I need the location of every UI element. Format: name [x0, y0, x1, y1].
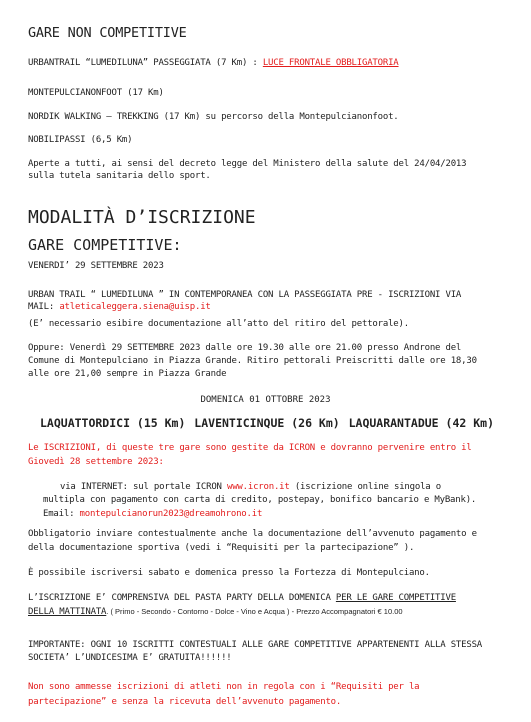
section-title-non-competitive: GARE NON COMPETITIVE — [28, 25, 187, 41]
mail-address-link[interactable]: atleticaleggera.siena@uisp.it — [59, 302, 211, 312]
subtitle-competitive: GARE COMPETITIVE: — [28, 236, 182, 254]
not-admitted-line-1: Non sono ammesse iscrizioni di atleti non in regola con i “Requisiti per la — [28, 682, 420, 692]
internet-text: via INTERNET: sul portale ICRON — [60, 482, 227, 492]
email-label: Email: — [43, 509, 80, 519]
internet-line-2: multipla con pagamento con carta di credito, postepay, bonifico bancario e MyBank). — [43, 495, 477, 505]
urbantrail-text: URBANTRAIL “LUMEDILUNA” PASSEGGIATA (7 Km) : — [28, 58, 263, 68]
race-list — [40, 416, 494, 430]
not-admitted-line-2: partecipazione” e senza la ricevuta dell’avvenuto pagamento. — [28, 697, 342, 707]
important-line-1: IMPORTANTE: OGNI 10 ISCRITTI CONTESTUALI ALLE GARE COMPETITIVE APPARTENENTI ALLA STESSA — [28, 640, 483, 650]
pasta-party-line-1 — [28, 592, 456, 604]
open-to-all-line-1: Aperte a tutti, ai sensi del decreto legge del Ministero della salute del 24/04/2013 — [28, 159, 467, 169]
race-laventicinque: LAVENTICINQUE (26 Km) — [194, 416, 340, 430]
race-laquattordici: LAQUATTORDICI (15 Km) — [40, 416, 186, 430]
icron-website-link[interactable]: www.icron.it — [227, 482, 290, 492]
oppure-line-2: Comune di Montepulciano in Piazza Grande. Ritiro pettorali Preiscritti dalle ore 18,30 — [28, 356, 477, 366]
oppure-line-3: alle ore 21,00 sempre in Piazza Grande — [28, 369, 227, 379]
pasta-party-underlined-2: DELLA MATTINATA — [28, 607, 107, 617]
urban-trail-mail-line — [28, 301, 211, 313]
urbantrail-line — [28, 57, 399, 69]
pasta-party-menu: . ( Primo - Secondo - Contorno - Dolce - Vino e Acqua ) - Prezzo Accompagnatori € 10.00 — [106, 607, 403, 616]
internet-line-1 — [60, 481, 441, 493]
documentation-note: (E’ necessario esibire documentazione all’atto del ritiro del pettorale). — [28, 319, 409, 329]
headlamp-required-note: LUCE FRONTALE OBBLIGATORIA — [262, 58, 399, 68]
icron-email-link[interactable]: montepulcianorun2023@dreamohrono.it — [79, 509, 263, 519]
icron-deadline-line-2: Giovedì 28 settembre 2023: — [28, 457, 164, 467]
pasta-party-underlined-1: PER LE GARE COMPETITIVE — [335, 593, 456, 603]
sunday-date: DOMENICA 01 OTTOBRE 2023 — [200, 395, 331, 405]
open-to-all-line-2: sulla tutela sanitaria dello sport. — [28, 171, 211, 181]
urban-trail-preregistration-line-1: URBAN TRAIL “ LUMEDILUNA ” IN CONTEMPORANEA CON LA PASSEGGIATA PRE - ISCRIZIONI VIA — [28, 290, 462, 300]
onsite-registration-line: È possibile iscriversi sabato e domenica presso la Fortezza di Montepulciano. — [28, 568, 430, 578]
internet-text-2: (iscrizione online singola o — [289, 482, 441, 492]
mandatory-docs-line-2: della documentazione sportiva (vedi i “Requisiti per la partecipazione” ). — [28, 543, 415, 553]
nobilipassi-line: NOBILIPASSI (6,5 Km) — [28, 135, 133, 145]
pasta-party-text: L’ISCRIZIONE E’ COMPRENSIVA DEL PASTA PARTY DELLA DOMENICA — [28, 593, 336, 603]
mandatory-docs-line-1: Obbligatorio inviare contestualmente anche la documentazione dell’avvenuto pagamento e — [28, 529, 477, 539]
section-title-registration: MODALITÀ D’ISCRIZIONE — [28, 207, 256, 228]
icron-deadline-line-1: Le ISCRIZIONI, di queste tre gare sono gestite da ICRON e dovranno pervenire entro il — [28, 443, 472, 453]
mail-label: MAIL: — [28, 302, 60, 312]
pasta-party-line-2 — [28, 606, 403, 618]
friday-date: VENERDI’ 29 SETTEMBRE 2023 — [28, 261, 164, 271]
icron-email-line — [43, 508, 262, 520]
important-line-2: SOCIETA’ L’UNDICESIMA E’ GRATUITA!!!!!! — [28, 653, 232, 663]
oppure-line-1: Oppure: Venerdì 29 SETTEMBRE 2023 dalle ore 19.30 alle ore 21.00 presso Androne del — [28, 343, 462, 353]
nordik-walking-line: NORDIK WALKING – TREKKING (17 Km) su percorso della Montepulcianonfoot. — [28, 112, 399, 122]
race-laquarantadue: LAQUARANTADUE (42 Km) — [348, 416, 494, 430]
montepulcianonfoot-line: MONTEPULCIANONFOOT (17 Km) — [28, 88, 164, 98]
